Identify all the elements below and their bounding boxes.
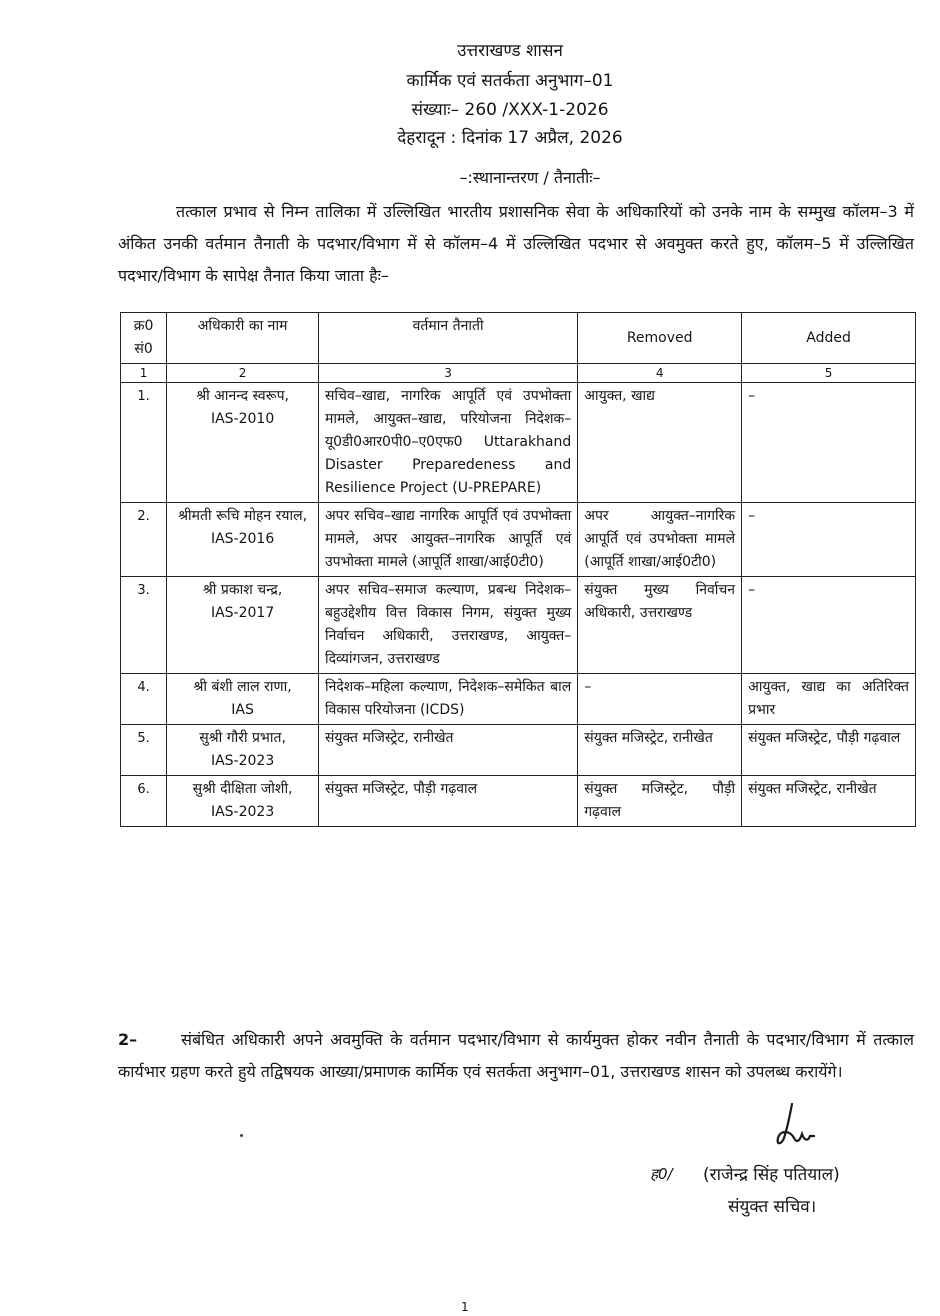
row-current-posting: संयुक्त मजिस्ट्रेट, रानीखेत: [318, 725, 577, 776]
row-current-posting: अपर सचिव–समाज कल्याण, प्रबन्ध निदेशक– बहुउद्देशीय वित्त विकास निगम, संयुक्त मुख्य निर्वाचन अधिकारी, उत्तराखण्ड, आयुक्त–दिव्यांगजन, उत्तराखण्ड: [318, 577, 577, 674]
officer-service: IAS-2023: [210, 753, 275, 769]
row-current-posting: निदेशक–महिला कल्याण, निदेशक–समेकित बाल विकास परियोजना (ICDS): [318, 674, 577, 725]
table-row: [121, 725, 916, 776]
row-officer: [167, 674, 319, 725]
column-number: 3: [318, 364, 577, 383]
order-subject: –:स्थानान्तरण / तैनातीः–: [459, 168, 601, 187]
row-officer: [167, 577, 319, 674]
closing-paragraph-text: संबंधित अधिकारी अपने अवमुक्ति के वर्तमान पदभार/विभाग से कार्यमुक्त होकर नवीन तैनाती के पदभार/विभाग में तत्काल कार्यभार ग्रहण करते हुये तद्विषयक आख्या/प्रमाणक कार्मिक एवं सतर्कता अनुभाग–01, उत्तराखण्ड शासन को उपलब्ध करायेंगे।: [118, 1030, 914, 1081]
officer-service: IAS-2023: [210, 804, 275, 820]
signed-initials: ह0/: [650, 1165, 673, 1183]
row-current-posting: अपर सचिव–खाद्य नागरिक आपूर्ति एवं उपभोक्ता मामले, अपर आयुक्त–नागरिक आपूर्ति एवं उपभोक्ता मामले (आपूर्ति शाखा/आई0टी0): [318, 503, 577, 577]
column-number: 2: [167, 364, 319, 383]
table-row: [121, 577, 916, 674]
transfer-table: [120, 312, 916, 827]
row-current-posting: संयुक्त मजिस्ट्रेट, पौड़ी गढ़वाल: [318, 776, 577, 827]
table-row: [121, 503, 916, 577]
column-number: 4: [578, 364, 742, 383]
row-added: –: [742, 577, 916, 674]
row-current-posting: सचिव–खाद्य, नागरिक आपूर्ति एवं उपभोक्ता मामले, आयुक्त–खाद्य, परियोजना निदेशक–यू0डी0आर0पी0–ए0एफ0 Uttarakhand Disaster Preparedeness and Resilience Project (U-PREPARE): [318, 383, 577, 503]
row-removed: आयुक्त, खाद्य: [578, 383, 742, 503]
row-sno: 6.: [121, 776, 167, 827]
officer-name: सुश्री गौरी प्रभात,: [199, 730, 286, 746]
officer-name: श्री प्रकाश चन्द्र,: [202, 582, 283, 598]
row-removed: संयुक्त मजिस्ट्रेट, रानीखेत: [578, 725, 742, 776]
column-number-row: [121, 364, 916, 383]
header-added: Added: [742, 313, 916, 364]
row-added: –: [742, 383, 916, 503]
row-officer: [167, 776, 319, 827]
header-officer-name: अधिकारी का नाम: [167, 313, 319, 364]
officer-name: सुश्री दीक्षिता जोशी,: [192, 781, 293, 797]
signatory-name: (राजेन्द्र सिंह पतियाल): [703, 1165, 840, 1185]
header-removed: Removed: [578, 313, 742, 364]
officer-service: IAS-2016: [210, 531, 275, 547]
signature-icon: [770, 1100, 830, 1152]
column-number: 5: [742, 364, 916, 383]
officer-service: IAS: [231, 702, 254, 718]
stray-mark: [240, 1134, 243, 1137]
row-officer: [167, 503, 319, 577]
officer-service: IAS-2010: [210, 411, 275, 427]
table-header-row: [121, 313, 916, 364]
officer-name: श्री आनन्द स्वरूप,: [196, 388, 289, 404]
govt-name: उत्तराखण्ड शासन: [457, 41, 563, 61]
row-officer: [167, 383, 319, 503]
row-sno: 5.: [121, 725, 167, 776]
officer-name: श्रीमती रूचि मोहन रयाल,: [178, 508, 308, 524]
department-name: कार्मिक एवं सतर्कता अनुभाग–01: [406, 71, 614, 91]
table-row: [121, 674, 916, 725]
row-added: आयुक्त, खाद्य का अतिरिक्त प्रभार: [742, 674, 916, 725]
intro-paragraph: तत्काल प्रभाव से निम्न तालिका में उल्लिखित भारतीय प्रशासनिक सेवा के अधिकारियों को उनके नाम के सम्मुख कॉलम–3 में अंकित उनकी वर्तमान तैनाती के पदभार/विभाग में से कॉलम–4 में उल्लिखित पदभार से अवमुक्त करते हुए, कॉलम–5 में उल्लिखित पदभार/विभाग के सापेक्ष तैनात किया जाता हैः–: [118, 202, 914, 285]
column-number: 1: [121, 364, 167, 383]
page-number: 1: [461, 1300, 469, 1314]
header-current-posting: वर्तमान तैनाती: [318, 313, 577, 364]
row-sno: 4.: [121, 674, 167, 725]
row-removed: –: [578, 674, 742, 725]
row-added: संयुक्त मजिस्ट्रेट, रानीखेत: [742, 776, 916, 827]
table-row: [121, 776, 916, 827]
paragraph-number: 2–: [118, 1030, 138, 1049]
row-officer: [167, 725, 319, 776]
officer-service: IAS-2017: [210, 605, 275, 621]
officer-name: श्री बंशी लाल राणा,: [193, 679, 292, 695]
row-added: –: [742, 503, 916, 577]
row-removed: संयुक्त मुख्य निर्वाचन अधिकारी, उत्तराखण्ड: [578, 577, 742, 674]
header-sno: क्र0 सं0: [121, 313, 167, 364]
order-number: संख्याः– 260 /XXX-1-2026: [411, 100, 609, 120]
order-date: देहरादून : दिनांक 17 अप्रैल, 2026: [397, 128, 623, 148]
row-sno: 3.: [121, 577, 167, 674]
row-sno: 1.: [121, 383, 167, 503]
row-removed: अपर आयुक्त–नागरिक आपूर्ति एवं उपभोक्ता मामले (आपूर्ति शाखा/आई0टी0): [578, 503, 742, 577]
row-removed: संयुक्त मजिस्ट्रेट, पौड़ी गढ़वाल: [578, 776, 742, 827]
row-added: संयुक्त मजिस्ट्रेट, पौड़ी गढ़वाल: [742, 725, 916, 776]
closing-paragraph: [118, 1024, 914, 1088]
row-sno: 2.: [121, 503, 167, 577]
signatory-designation: संयुक्त सचिव।: [728, 1197, 817, 1217]
table-row: [121, 383, 916, 503]
